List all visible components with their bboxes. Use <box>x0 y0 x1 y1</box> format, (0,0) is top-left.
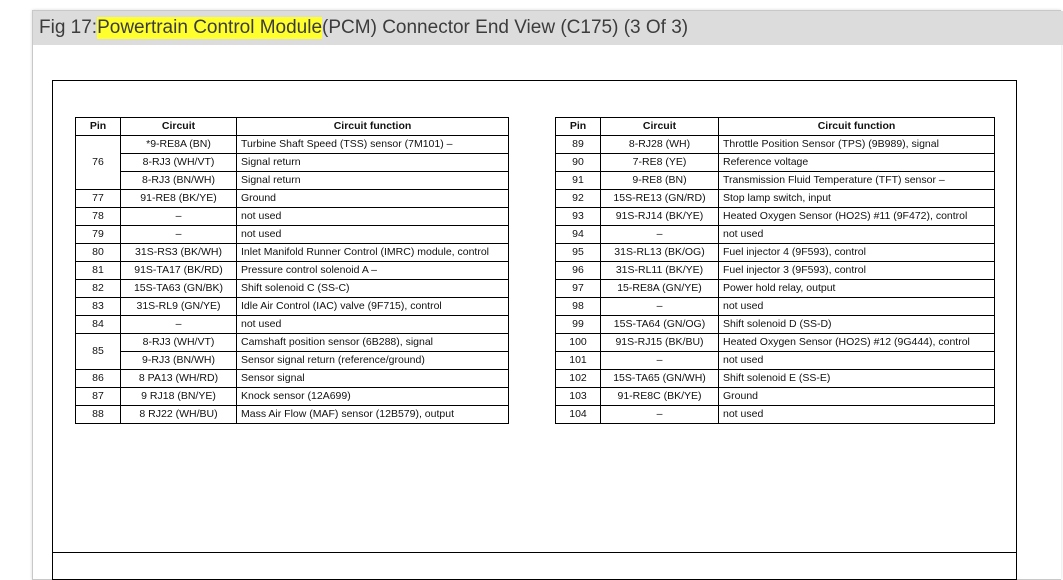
table-row <box>76 316 509 334</box>
circuit-cell: 91-RE8 (BK/YE) <box>121 190 237 208</box>
table-row <box>76 262 509 280</box>
table-row <box>556 316 995 334</box>
table-row <box>76 280 509 298</box>
title-highlight: Powertrain Control Module <box>97 17 323 38</box>
circuit-cell: *9-RE8A (BN) <box>121 136 237 154</box>
pin-cell: 100 <box>556 334 601 352</box>
table-row <box>76 406 509 424</box>
figure-title <box>33 11 1063 45</box>
circuit-cell: 91S-RJ14 (BK/YE) <box>601 208 719 226</box>
pin-cell: 99 <box>556 316 601 334</box>
circuit-cell: 31S-RL11 (BK/YE) <box>601 262 719 280</box>
pin-cell: 79 <box>76 226 121 244</box>
function-cell: Sensor signal <box>237 370 509 388</box>
pin-cell: 84 <box>76 316 121 334</box>
pin-cell: 78 <box>76 208 121 226</box>
function-cell: Fuel injector 3 (9F593), control <box>719 262 995 280</box>
header-pin: Pin <box>76 118 121 136</box>
circuit-cell: 9-RE8 (BN) <box>601 172 719 190</box>
circuit-cell: 7-RE8 (YE) <box>601 154 719 172</box>
function-cell: Heated Oxygen Sensor (HO2S) #11 (9F472), control <box>719 208 995 226</box>
function-cell: Ground <box>719 388 995 406</box>
table-row <box>76 370 509 388</box>
circuit-cell: 8-RJ3 (WH/VT) <box>121 334 237 352</box>
function-cell: Signal return <box>237 172 509 190</box>
pin-cell: 87 <box>76 388 121 406</box>
circuit-cell: 8-RJ3 (BN/WH) <box>121 172 237 190</box>
function-cell: Idle Air Control (IAC) valve (9F715), control <box>237 298 509 316</box>
function-cell: Fuel injector 4 (9F593), control <box>719 244 995 262</box>
function-cell: not used <box>719 352 995 370</box>
function-cell: not used <box>237 208 509 226</box>
circuit-cell: 15S-TA64 (GN/OG) <box>601 316 719 334</box>
circuit-cell: 8 RJ22 (WH/BU) <box>121 406 237 424</box>
function-cell: Pressure control solenoid A – <box>237 262 509 280</box>
function-cell: Throttle Position Sensor (TPS) (9B989), signal <box>719 136 995 154</box>
function-cell: Heated Oxygen Sensor (HO2S) #12 (9G444), control <box>719 334 995 352</box>
table-row <box>76 226 509 244</box>
circuit-cell: 8-RJ28 (WH) <box>601 136 719 154</box>
table-row <box>556 352 995 370</box>
pin-cell: 93 <box>556 208 601 226</box>
table-row <box>556 262 995 280</box>
pin-cell: 88 <box>76 406 121 424</box>
table-header-row <box>76 118 509 136</box>
table-row <box>76 334 509 352</box>
circuit-cell: 31S-RL13 (BK/OG) <box>601 244 719 262</box>
function-cell: not used <box>237 226 509 244</box>
pin-cell: 80 <box>76 244 121 262</box>
circuit-cell: – <box>601 226 719 244</box>
circuit-cell: 9-RJ3 (BN/WH) <box>121 352 237 370</box>
function-cell: Sensor signal return (reference/ground) <box>237 352 509 370</box>
circuit-cell: 15S-TA63 (GN/BK) <box>121 280 237 298</box>
circuit-cell: 15-RE8A (GN/YE) <box>601 280 719 298</box>
function-cell: Mass Air Flow (MAF) sensor (12B579), output <box>237 406 509 424</box>
function-cell: not used <box>719 298 995 316</box>
table-row <box>556 136 995 154</box>
function-cell: Shift solenoid C (SS-C) <box>237 280 509 298</box>
circuit-cell: – <box>121 316 237 334</box>
function-cell: Transmission Fluid Temperature (TFT) sensor – <box>719 172 995 190</box>
pin-cell: 104 <box>556 406 601 424</box>
circuit-cell: – <box>121 226 237 244</box>
table-row <box>76 136 509 154</box>
circuit-cell: 8-RJ3 (WH/VT) <box>121 154 237 172</box>
function-cell: Ground <box>237 190 509 208</box>
table-row <box>556 226 995 244</box>
table-header-row <box>556 118 995 136</box>
table-row <box>556 190 995 208</box>
pin-cell: 82 <box>76 280 121 298</box>
function-cell: Stop lamp switch, input <box>719 190 995 208</box>
function-cell: Shift solenoid E (SS-E) <box>719 370 995 388</box>
pin-cell: 89 <box>556 136 601 154</box>
table-row <box>556 154 995 172</box>
table-row <box>556 280 995 298</box>
pin-cell: 85 <box>76 334 121 370</box>
table-row <box>556 406 995 424</box>
header-function: Circuit function <box>237 118 509 136</box>
circuit-cell: – <box>601 298 719 316</box>
diagram-divider <box>52 552 1017 553</box>
table-row <box>556 208 995 226</box>
circuit-cell: – <box>121 208 237 226</box>
circuit-cell: 91-RE8C (BK/YE) <box>601 388 719 406</box>
pin-cell: 95 <box>556 244 601 262</box>
pin-cell: 83 <box>76 298 121 316</box>
pin-cell: 96 <box>556 262 601 280</box>
table-row <box>556 244 995 262</box>
pin-table-left <box>75 117 509 424</box>
pin-cell: 92 <box>556 190 601 208</box>
table-row <box>556 370 995 388</box>
pin-cell: 98 <box>556 298 601 316</box>
function-cell: Signal return <box>237 154 509 172</box>
table-row <box>76 154 509 172</box>
function-cell: Turbine Shaft Speed (TSS) sensor (7M101) – <box>237 136 509 154</box>
circuit-cell: 91S-RJ15 (BK/BU) <box>601 334 719 352</box>
function-cell: Shift solenoid D (SS-D) <box>719 316 995 334</box>
function-cell: not used <box>719 406 995 424</box>
function-cell: Reference voltage <box>719 154 995 172</box>
circuit-cell: 15S-RE13 (GN/RD) <box>601 190 719 208</box>
function-cell: not used <box>237 316 509 334</box>
table-row <box>556 388 995 406</box>
pin-cell: 101 <box>556 352 601 370</box>
pin-cell: 103 <box>556 388 601 406</box>
table-row <box>556 298 995 316</box>
pin-cell: 97 <box>556 280 601 298</box>
function-cell: Inlet Manifold Runner Control (IMRC) module, control <box>237 244 509 262</box>
circuit-cell: 31S-RS3 (BK/WH) <box>121 244 237 262</box>
function-cell: Camshaft position sensor (6B288), signal <box>237 334 509 352</box>
header-circuit: Circuit <box>601 118 719 136</box>
circuit-cell: 8 PA13 (WH/RD) <box>121 370 237 388</box>
table-row <box>76 208 509 226</box>
circuit-cell: 31S-RL9 (GN/YE) <box>121 298 237 316</box>
header-function: Circuit function <box>719 118 995 136</box>
title-prefix: Fig 17: <box>39 17 98 38</box>
pin-cell: 102 <box>556 370 601 388</box>
pin-cell: 76 <box>76 136 121 190</box>
table-row <box>76 190 509 208</box>
circuit-cell: 9 RJ18 (BN/YE) <box>121 388 237 406</box>
circuit-cell: – <box>601 406 719 424</box>
pin-cell: 77 <box>76 190 121 208</box>
table-row <box>76 172 509 190</box>
pin-cell: 91 <box>556 172 601 190</box>
header-circuit: Circuit <box>121 118 237 136</box>
circuit-cell: 91S-TA17 (BK/RD) <box>121 262 237 280</box>
table-row <box>76 352 509 370</box>
header-pin: Pin <box>556 118 601 136</box>
circuit-cell: – <box>601 352 719 370</box>
pin-table-right <box>555 117 995 424</box>
table-row <box>76 298 509 316</box>
function-cell: not used <box>719 226 995 244</box>
pin-cell: 86 <box>76 370 121 388</box>
title-suffix: (PCM) Connector End View (C175) (3 Of 3) <box>322 17 689 38</box>
table-row <box>76 388 509 406</box>
table-row <box>76 244 509 262</box>
pin-cell: 81 <box>76 262 121 280</box>
circuit-cell: 15S-TA65 (GN/WH) <box>601 370 719 388</box>
table-row <box>556 172 995 190</box>
function-cell: Knock sensor (12A699) <box>237 388 509 406</box>
pin-cell: 94 <box>556 226 601 244</box>
function-cell: Power hold relay, output <box>719 280 995 298</box>
pin-cell: 90 <box>556 154 601 172</box>
table-row <box>556 334 995 352</box>
